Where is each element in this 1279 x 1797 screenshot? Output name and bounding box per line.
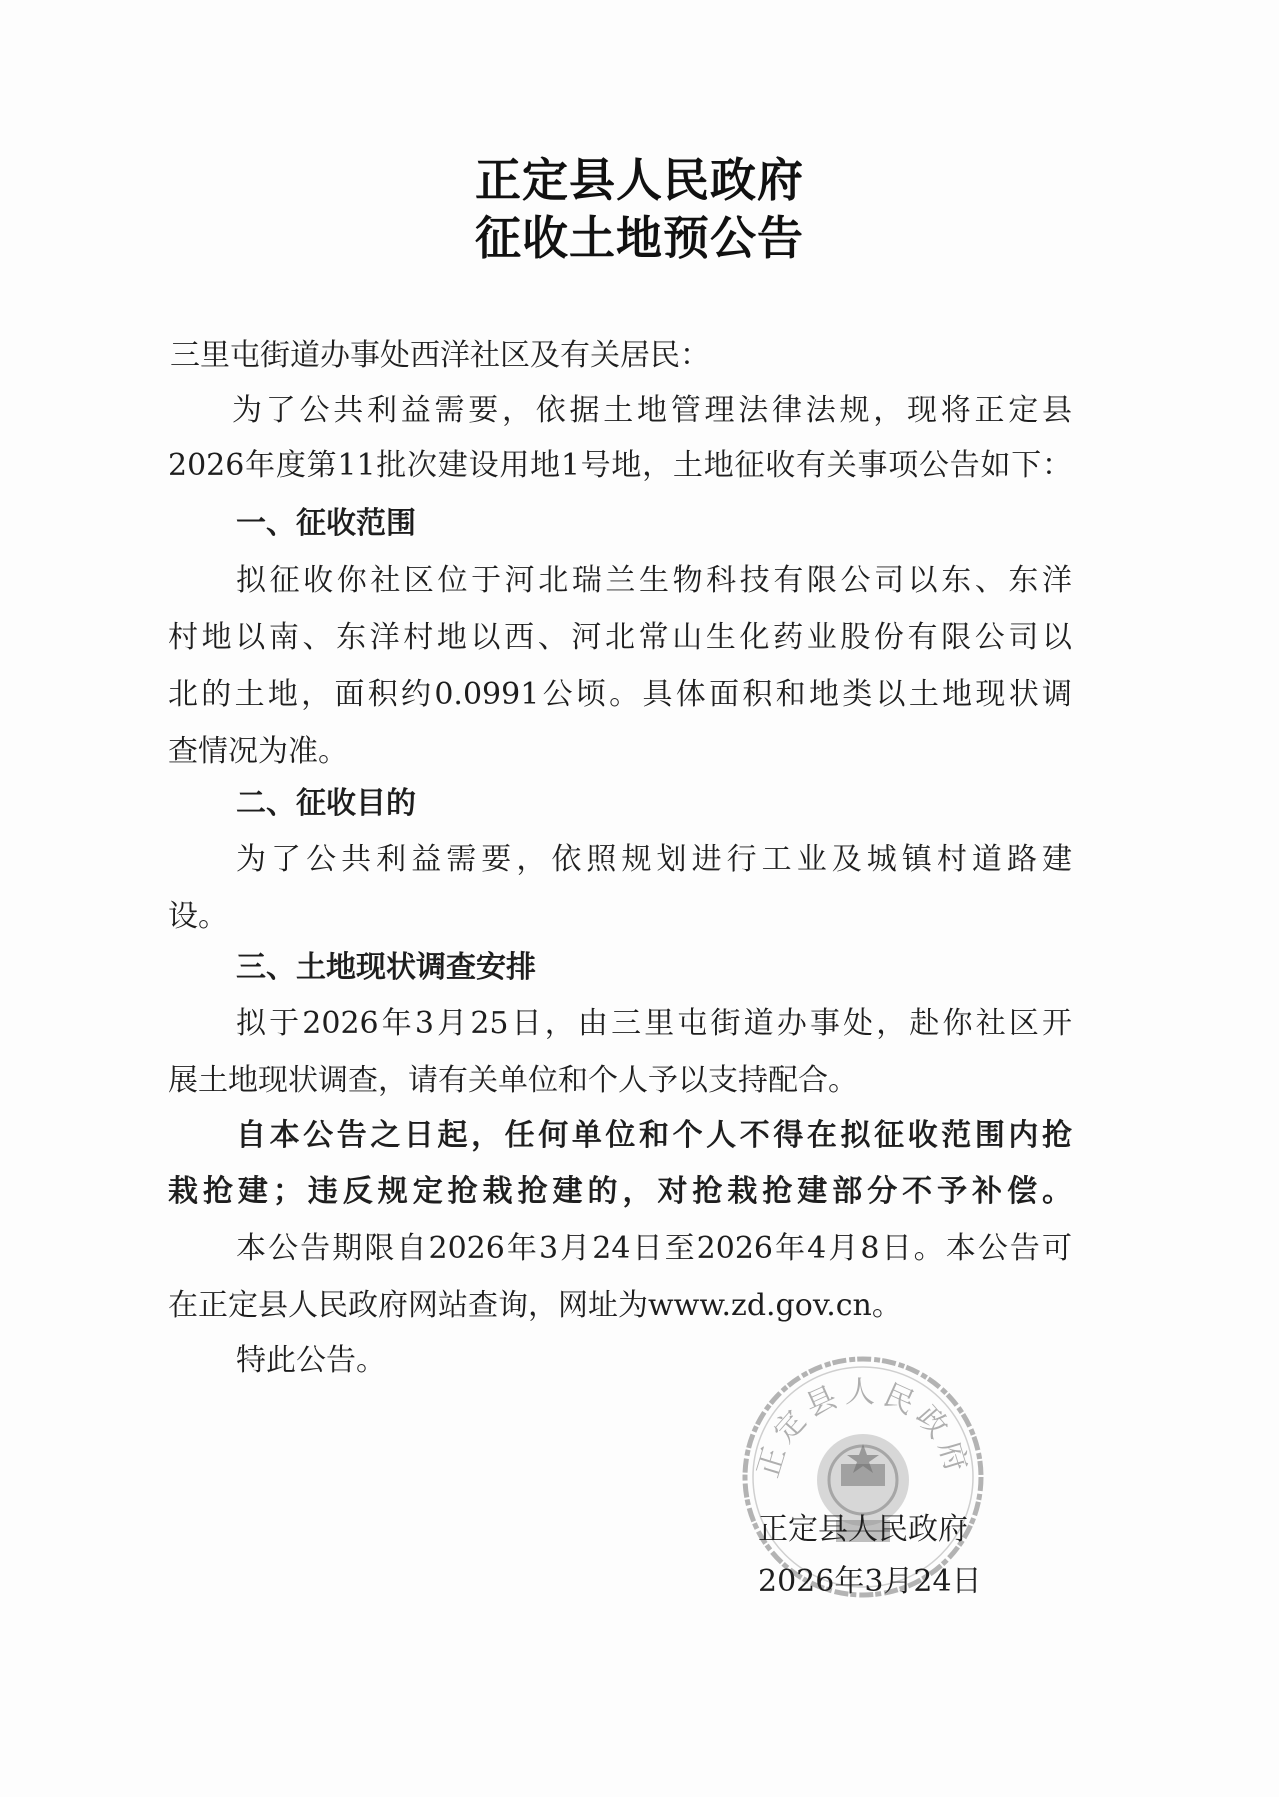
warning-line-1: 自本公告之日起，任何单位和个人不得在拟征收范围内抢: [236, 1118, 1072, 1153]
signature-date: 2026年3月24日: [758, 1564, 982, 1599]
seal-text: 正定县人民政府: [750, 1375, 976, 1482]
closing-text: 特此公告。: [236, 1343, 386, 1378]
period-line-2: 在正定县人民政府网站查询，网址为www.zd.gov.cn。: [168, 1288, 902, 1323]
signature-issuer: 正定县人民政府: [758, 1512, 968, 1547]
document-title-line-1: 正定县人民政府: [475, 153, 804, 207]
section-2-heading: 二、征收目的: [236, 786, 416, 821]
section-1-line-2: 村地以南、东洋村地以西、河北常山生化药业股份有限公司以: [168, 620, 1072, 655]
section-1-line-3: 北的土地，面积约0.0991公顷。具体面积和地类以土地现状调: [168, 677, 1072, 712]
period-line-1: 本公告期限自2026年3月24日至2026年4月8日。本公告可: [236, 1231, 1072, 1266]
section-2-line-1: 为了公共利益需要，依照规划进行工业及城镇村道路建: [236, 842, 1072, 877]
section-3-line-2: 展土地现状调查，请有关单位和个人予以支持配合。: [168, 1063, 858, 1098]
document-title-line-2: 征收土地预公告: [475, 211, 804, 265]
section-1-line-4: 查情况为准。: [168, 734, 348, 769]
section-1-line-1: 拟征收你社区位于河北瑞兰生物科技有限公司以东、东洋: [236, 563, 1072, 598]
salutation: 三里屯街道办事处西洋社区及有关居民：: [170, 338, 710, 373]
intro-line-2: 2026年度第11批次建设用地1号地，土地征收有关事项公告如下：: [168, 448, 1072, 483]
section-1-heading: 一、征收范围: [236, 506, 416, 541]
section-2-line-2: 设。: [168, 899, 228, 934]
section-3-heading: 三、土地现状调查安排: [236, 950, 536, 985]
intro-line-1: 为了公共利益需要，依据土地管理法律法规，现将正定县: [232, 393, 1072, 428]
section-3-line-1: 拟于2026年3月25日，由三里屯街道办事处，赴你社区开: [236, 1006, 1072, 1041]
warning-line-2: 栽抢建；违反规定抢栽抢建的，对抢栽抢建部分不予补偿。: [168, 1174, 1072, 1209]
